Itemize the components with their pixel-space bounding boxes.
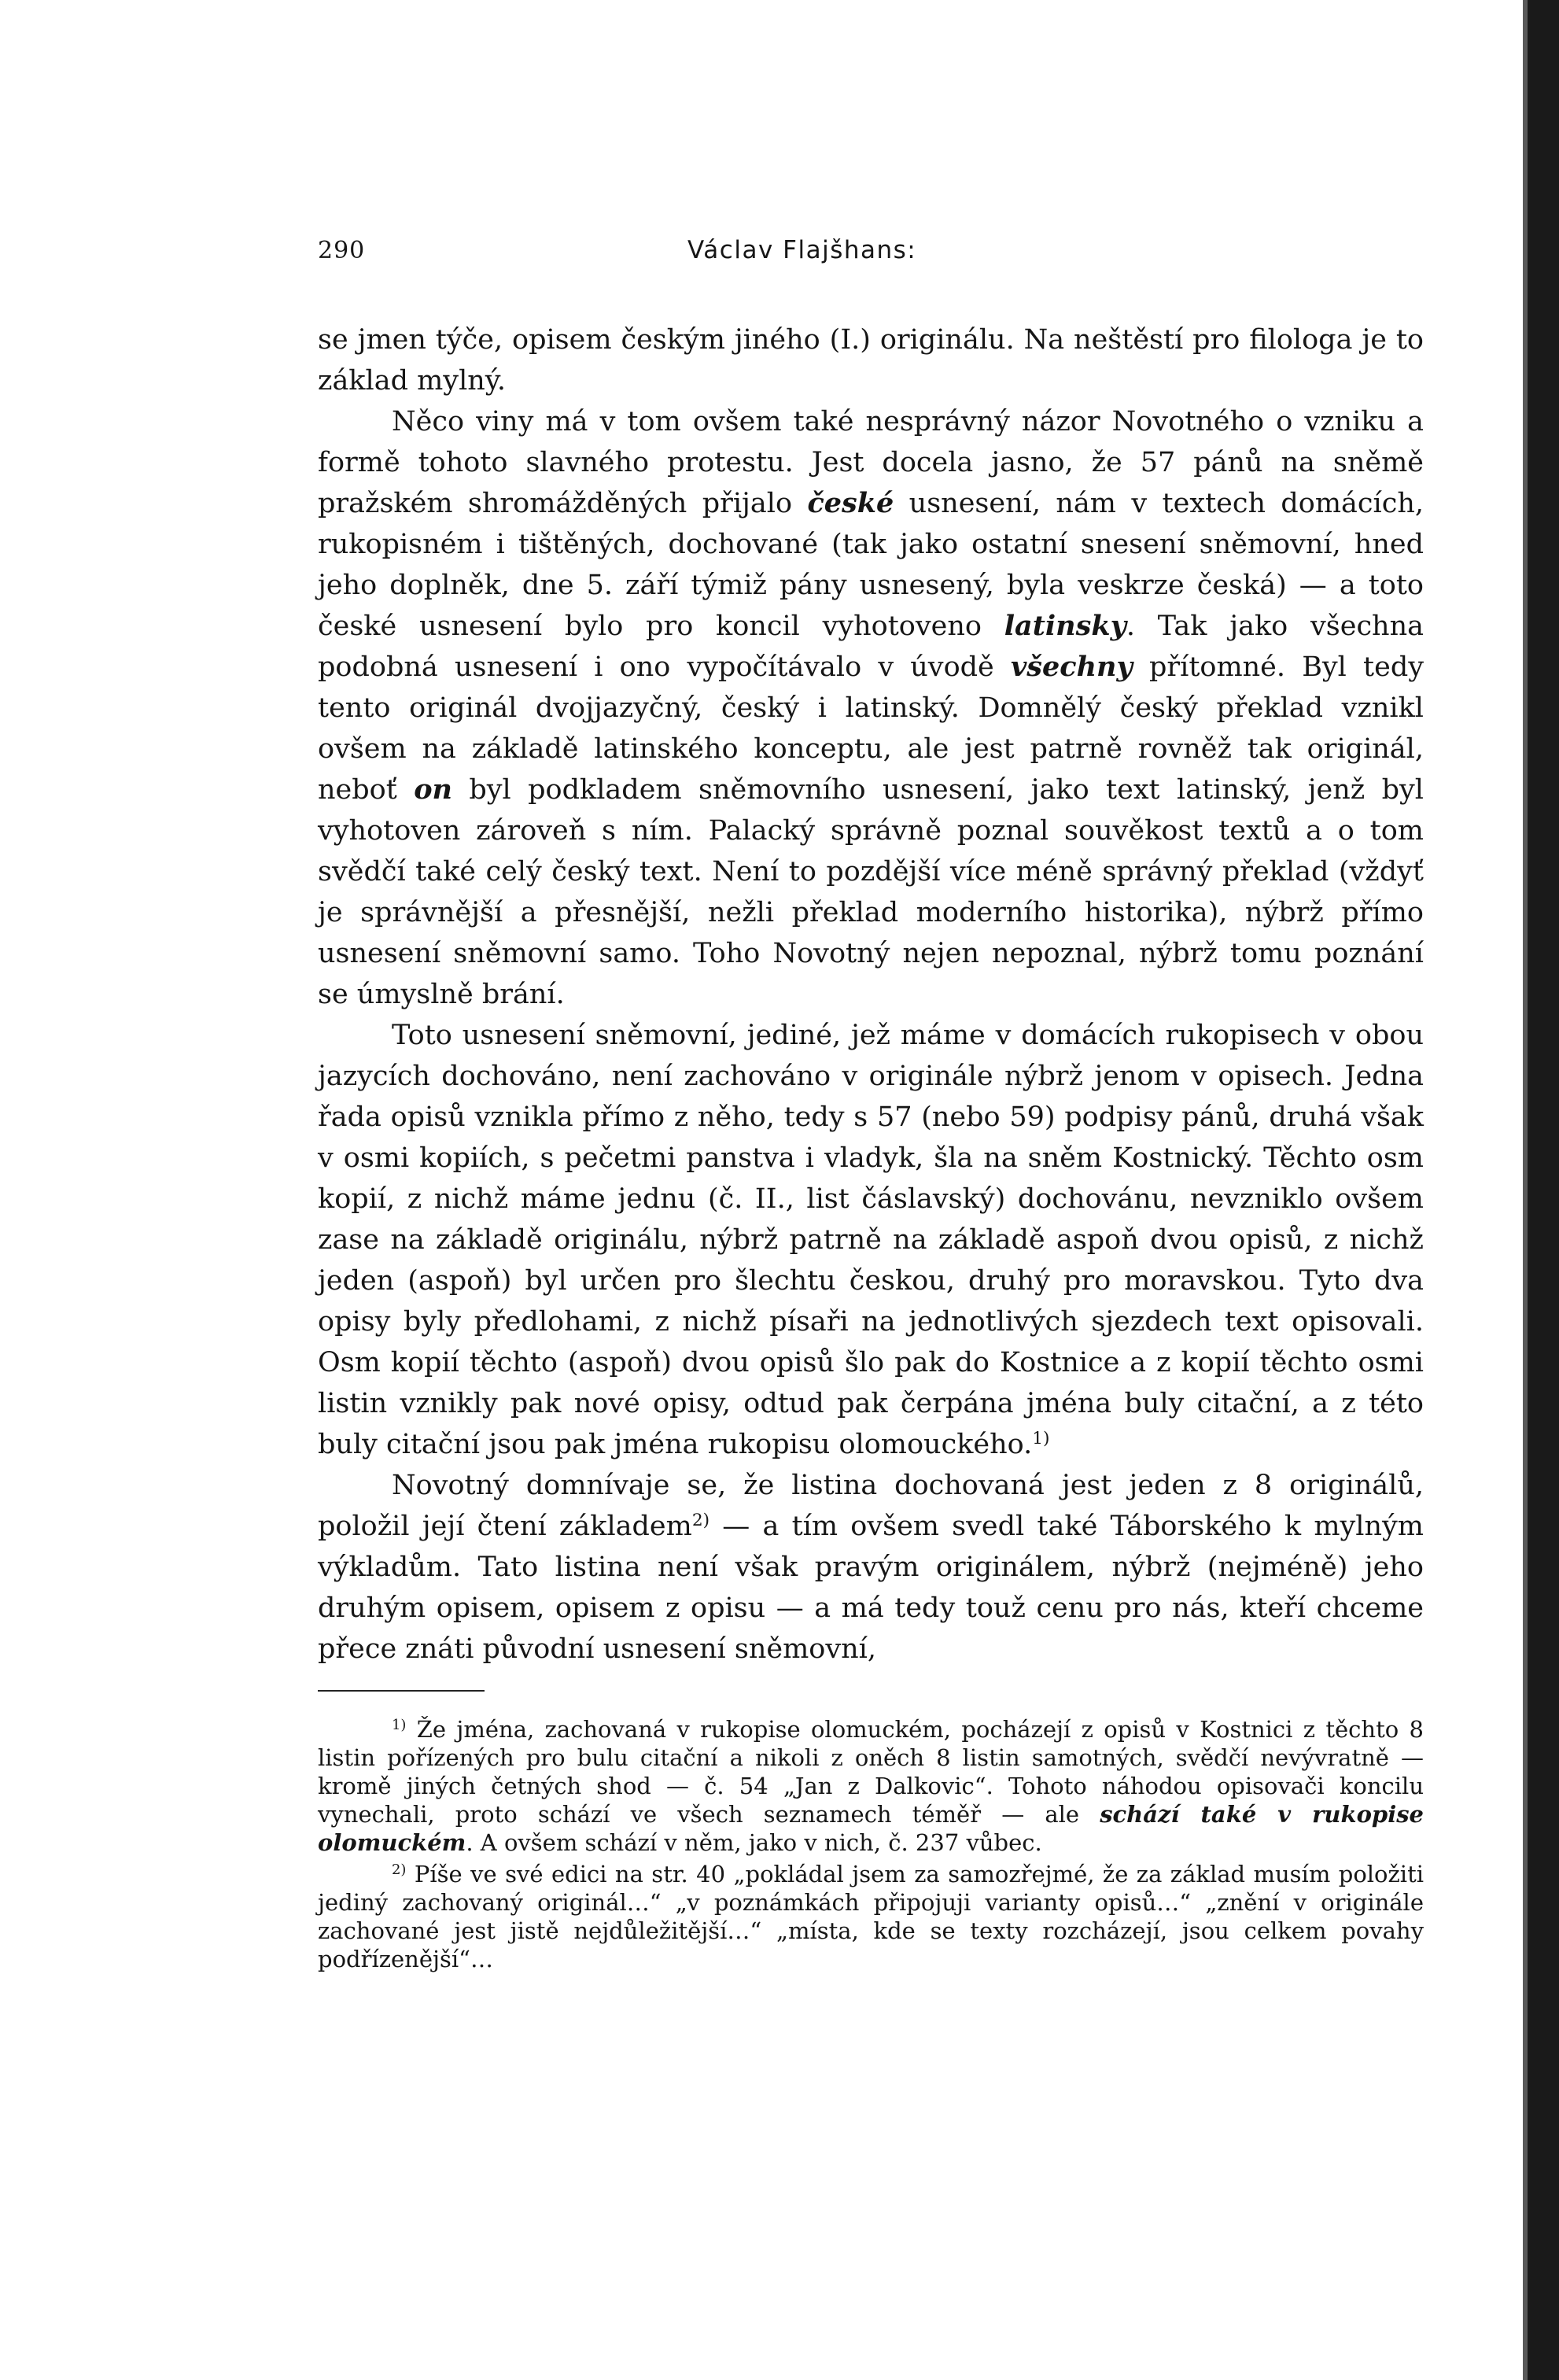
paragraph [318,319,1424,401]
scan-edge-border [1528,0,1559,2380]
paragraph [318,1465,1424,1670]
emphasis-text: všechny [1010,651,1133,683]
footnote [318,1715,1424,1857]
emphasis-text: latinsky [1004,610,1126,642]
paragraph [318,401,1424,1015]
page-number: 290 [318,237,366,264]
footnote-marker: 1) [392,1717,407,1734]
text-run: Něco viny má v tom ovšem také nesprávný názor Novotného o vzniku a formě tohoto slavného protestu. Jest docela jasno, že 57 pánů na sněmě pražském shromážděných přijalo [318,406,1424,519]
text-run: Píše ve své edici na str. 40 „pokládal jsem za samozřejmé, že za základ musím položiti jediný zachovaný originál…“ „v poznámkách připojuji varianty opisů…“ „znění v originále zachované jest jistě nejdůležitější…“ „místa, kde se texty rozcházejí, jsou celkem povahy podřízenější“… [318,1861,1424,1972]
body-text [318,319,1424,1670]
text-run: usnesení, nám v textech domácích, rukopisném i tištěných, dochované (tak jako ostatní snesení sněmovní, hned jeho doplněk, dne 5. září týmiž pány usnesený, byla veskrze česká) — a toto české usnesení bylo pro koncil vyhotoveno [318,488,1424,642]
text-run: — a tím ovšem svedl také Táborského k mylným výkladům. Tato listina není však pravým originálem, nýbrž (nejméně) jeho druhým opisem, opisem z opisu — a má tedy touž cenu pro nás, kteří chceme přece znáti původní usnesení sněmovní, [318,1511,1424,1665]
footnote-separator [318,1690,485,1692]
emphasis-text: on [414,773,452,806]
emphasis-text: české [807,487,894,519]
text-run: přítomné. Byl tedy tento originál dvojjazyčný, český i latinský. Domnělý český překlad vznikl ovšem na základě latinského konceptu, ale jest patrně rovněž tak originál, neboť [318,651,1424,806]
text-run: . A ovšem schází v něm, jako v nich, č. 237 vůbec. [466,1829,1042,1856]
book-page [318,236,1424,1973]
text-run: se jmen týče, opisem českým jiného (I.) originálu. Na neštěstí pro filologa je to základ mylný. [318,324,1424,397]
paragraph [318,1015,1424,1465]
running-head: Václav Flajšhans: [687,236,917,264]
footnote-marker: 2) [392,1862,407,1879]
footnote [318,1860,1424,1973]
text-run: Novotný domnívaje se, že listina dochovaná jest jeden z 8 originálů, položil její čtení základem [318,1470,1424,1542]
emphasis-text: schází také v rukopise olomuckém [318,1801,1424,1856]
footnote-marker: 1) [1032,1429,1050,1449]
text-run: Toto usnesení sněmovní, jediné, jež máme v domácích rukopisech v obou jazycích dochováno, není zachováno v originále nýbrž jenom v opisech. Jedna řada opisů vznikla přímo z něho, tedy s 57 (nebo 59) podpisy pánů, druhá však v osmi kopiích, s pečetmi panstva i vladyk, šla na sněm Kostnický. Těchto osm kopií, z nichž máme jednu (č. II., list čáslavský) dochovánu, nevzniklo ovšem zase na základě originálu, nýbrž patrně na základě aspoň dvou opisů, z nichž jeden (aspoň) byl určen pro šlechtu českou, druhý pro moravskou. Tyto dva opisy byly předlohami, z nichž písaři na jednotlivých sjezdech text opisovali. Osm kopií těchto (aspoň) dvou opisů šlo pak do Kostnice a z kopií těchto osmi listin vznikly pak nové opisy, odtud pak čerpána jména buly citační, a z této buly citační jsou pak jména rukopisu olomouckého. [318,1020,1424,1460]
page-header [318,236,1424,285]
footnote-marker: 2) [691,1511,710,1531]
text-run: Že jména, zachovaná v rukopise olomuckém, pocházejí z opisů v Kostnici z těchto 8 listin pořízených pro bulu citační a nikoli z oněch 8 listin samotných, svědčí nevývratně — kromě jiných četných shod — č. 54 „Jan z Dalkovic“. Tohoto náhodou opisovači koncilu vynechali, proto schází ve všech seznamech téměř — ale [318,1716,1424,1828]
text-run: byl podkladem sněmovního usnesení, jako text latinský, jenž byl vyhotoven zároveň s ním. Palacký správně poznal souvěkost textů a o tom svědčí také celý český text. Není to pozdější více méně správný překlad (vždyť je správnější a přesnější, nežli překlad moderního historika), nýbrž přímo usnesení sněmovní samo. Toho Novotný nejen nepoznal, nýbrž tomu poznání se úmyslně brání. [318,774,1424,1010]
text-run: . Tak jako všechna podobná usnesení i ono vypočítávalo v úvodě [318,611,1424,683]
footnotes [318,1715,1424,1973]
